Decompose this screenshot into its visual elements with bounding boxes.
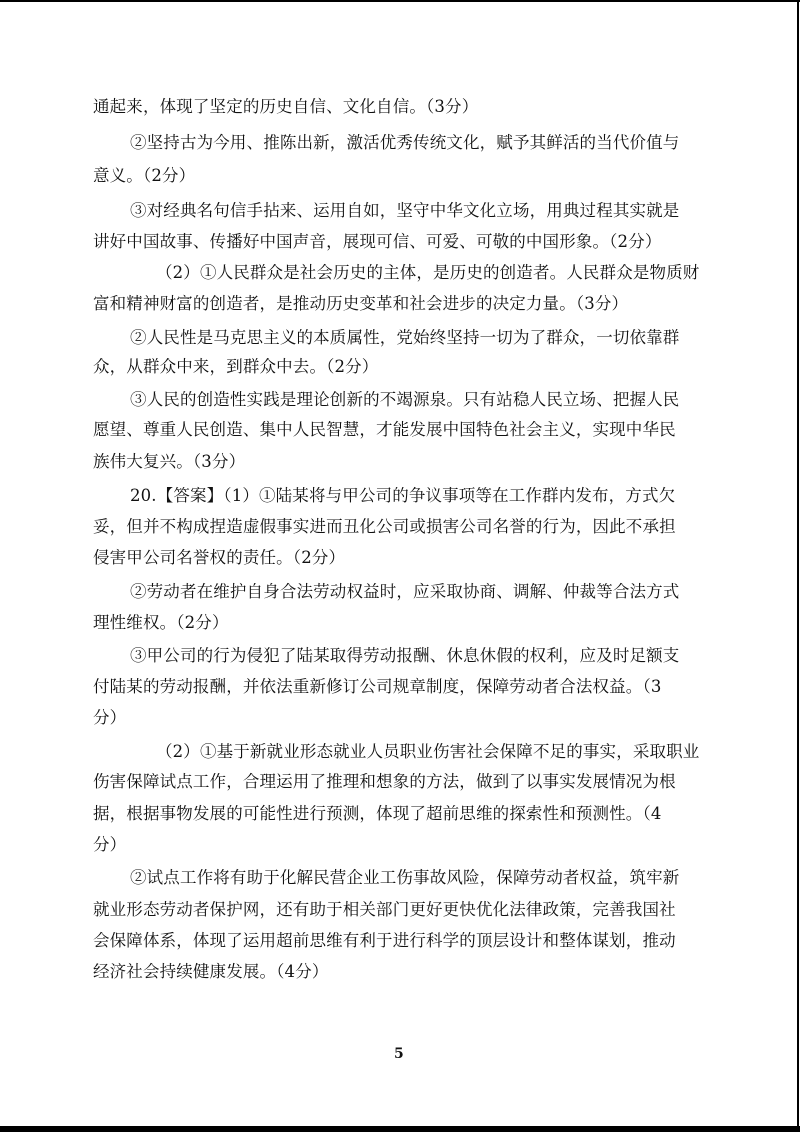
text-line: 据，根据事物发展的可能性进行预测，体现了超前思维的探索性和预测性。（4	[93, 804, 662, 823]
text-line: ②试点工作将有助于化解民营企业工伤事故风险，保障劳动者权益，筑牢新	[130, 868, 680, 887]
text-line: 妥，但并不构成捏造虚假事实进而丑化公司或损害公司名誉的行为，因此不承担	[93, 517, 676, 536]
text-line: ③人民的创造性实践是理论创新的不竭源泉。只有站稳人民立场、把握人民	[130, 390, 680, 409]
text-line: 理性维权。（2分）	[93, 613, 229, 632]
text-line: 众，从群众中来，到群众中去。（2分）	[93, 357, 379, 376]
text-line: 富和精神财富的创造者，是推动历史变革和社会进步的决定力量。（3分）	[93, 294, 629, 313]
text-line: 讲好中国故事、传播好中国声音，展现可信、可爱、可敬的中国形象。（2分）	[93, 232, 662, 251]
text-line: 20.【答案】（1）①陆某将与甲公司的争议事项等在工作群内发布，方式欠	[130, 486, 676, 505]
text-line: 分）	[93, 708, 127, 727]
text-line: 侵害甲公司名誉权的责任。（2分）	[93, 548, 346, 567]
text-line: 族伟大复兴。（3分）	[93, 452, 246, 471]
text-line: （2）①人民群众是社会历史的主体，是历史的创造者。人民群众是物质财	[156, 263, 700, 282]
text-line: 付陆某的劳动报酬，并依法重新修订公司规章制度，保障劳动者合法权益。（3	[93, 677, 662, 696]
text-line: 经济社会持续健康发展。（4分）	[93, 962, 329, 981]
text-line: 会保障体系，体现了运用超前思维有利于进行科学的顶层设计和整体谋划，推动	[93, 931, 676, 950]
text-line: 分）	[93, 835, 127, 854]
text-line: ②坚持古为今用、推陈出新，激活优秀传统文化，赋予其鲜活的当代价值与	[130, 133, 680, 152]
text-line: 意义。（2分）	[93, 166, 196, 185]
text-line: ③对经典名句信手拈来、运用自如，坚守中华文化立场，用典过程其实就是	[130, 201, 680, 220]
top-border-line	[0, 0, 800, 2]
right-border-line	[797, 0, 799, 1132]
text-line: ③甲公司的行为侵犯了陆某取得劳动报酬、休息休假的权利，应及时足额支	[130, 646, 680, 665]
text-line: ②人民性是马克思主义的本质属性，党始终坚持一切为了群众，一切依靠群	[130, 328, 680, 347]
text-line: 愿望、尊重人民创造、集中人民智慧，才能发展中国特色社会主义，实现中华民	[93, 420, 676, 439]
text-line: （2）①基于新就业形态就业人员职业伤害社会保障不足的事实，采取职业	[156, 742, 700, 761]
text-line: 就业形态劳动者保护网，还有助于相关部门更好更快优化法律政策，完善我国社	[93, 900, 676, 919]
text-line: ②劳动者在维护自身合法劳动权益时，应采取协商、调解、仲裁等合法方式	[130, 582, 680, 601]
text-line: 伤害保障试点工作，合理运用了推理和想象的方法，做到了以事实发展情况为根	[93, 772, 676, 791]
page-number: 5	[394, 1046, 404, 1062]
bottom-border-line	[0, 1126, 800, 1132]
text-line: 通起来，体现了坚定的历史自信、文化自信。（3分）	[93, 97, 479, 116]
